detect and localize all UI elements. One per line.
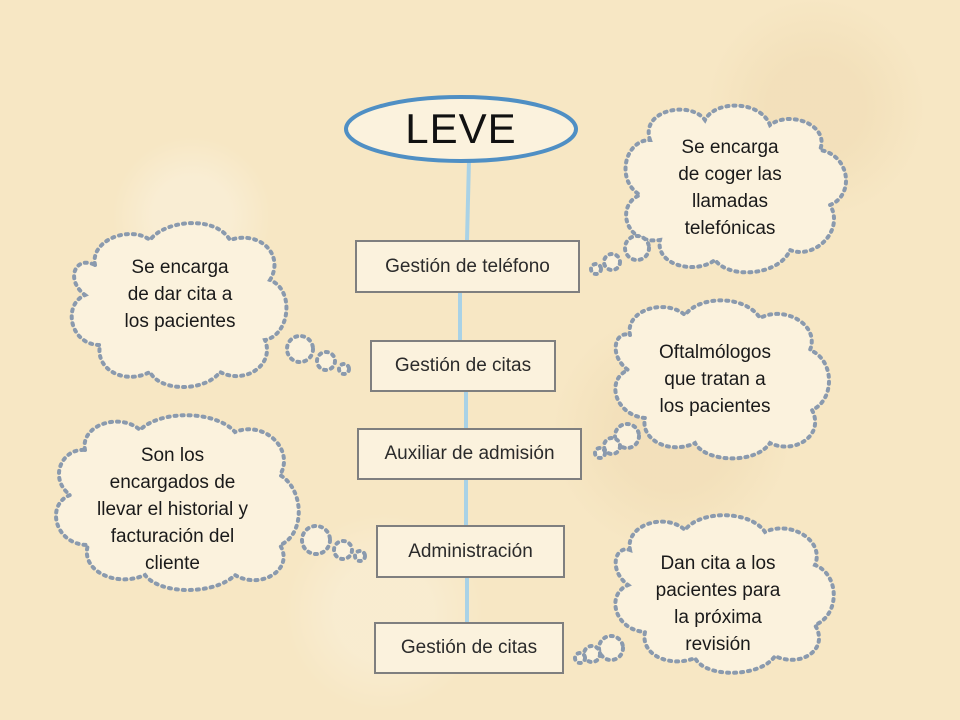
node-gestion-citas[interactable]: Gestión de citas	[370, 340, 556, 392]
node-administracion[interactable]: Administración	[376, 525, 565, 578]
node-gestion-telefono[interactable]: Gestión de teléfono	[355, 240, 580, 293]
node-gestion-citas-2[interactable]: Gestión de citas	[374, 622, 564, 674]
cloud-text-citas-revision: Dan cita a los pacientes para la próxima revisión	[655, 553, 781, 655]
cloud-text-administracion: Son los encargados de llevar el historial y facturación del cliente	[97, 445, 248, 574]
cloud-text-citas: Se encarga de dar cita a los pacientes	[124, 257, 236, 332]
cloud-text-telefono: Se encarga de coger las llamadas telefónicas	[678, 137, 782, 239]
node-auxiliar-admision[interactable]: Auxiliar de admisión	[357, 428, 582, 480]
root-title: LEVE	[405, 105, 517, 152]
cloud-text-auxiliar: Oftalmólogos que tratan a los pacientes	[659, 342, 771, 417]
connector-root-telefono	[467, 160, 469, 240]
